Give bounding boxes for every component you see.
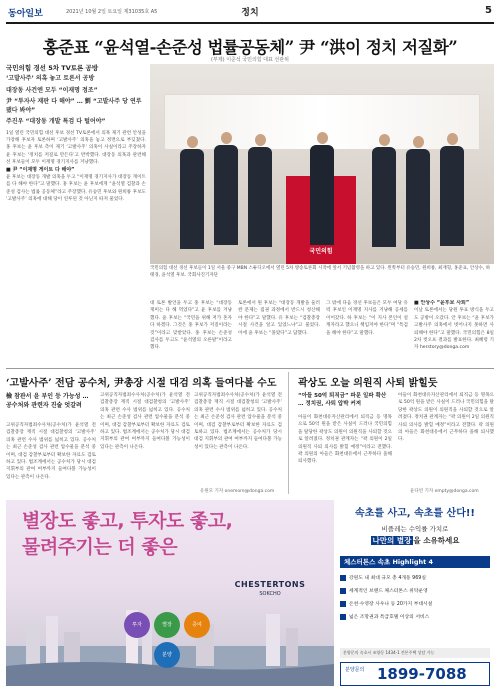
list-item-text: 온천·수영장 사우나 등 20가지 부대시설 <box>349 602 433 607</box>
podium-logo-text: 국민의힘 <box>309 248 333 255</box>
ad-highlight-list <box>340 572 490 624</box>
person-figure <box>248 134 272 264</box>
story3-col1 <box>298 414 392 494</box>
ad-brand-sub: SOKCHO <box>259 591 281 597</box>
ad-highlight-bar: 체스터톤스 속초 Highlight 4 <box>340 556 490 568</box>
list-item <box>340 572 490 585</box>
column-text: 토론에서 원 후보는 “대장동 개발을 둘러싼 문제는 집권 과정에서 반드시 청산해야 한다”고 말했다. 유 후보는 “검찰총장 시절 사건을 알고 있었느냐”고 물었다. 이에 윤 후보는 “몰랐다”고 답했다. <box>238 301 320 336</box>
lead-column-4 <box>326 300 408 364</box>
column-subhead: ■ 안상수 “윤후보 사퇴” <box>414 300 470 306</box>
bullet-icon <box>340 614 346 620</box>
lead-deck-2: ‘고발사주’ 의혹 놓고 토론서 공방 <box>6 75 95 82</box>
list-item-text: 세계적인 브랜드 체스터톤스 위탁운영 <box>349 589 428 594</box>
bullet-icon <box>340 575 346 581</box>
list-item <box>340 611 490 624</box>
ad-phone-label: 분양문의 <box>345 667 365 673</box>
lead-deck-4: 尹 “투자사 재판 다 해야” … 劉 “고발사주 당 연루됐다 봐야” <box>6 98 142 114</box>
lead-column-3 <box>238 300 320 364</box>
ad-brand <box>222 580 318 597</box>
page-number: 5 <box>485 5 492 16</box>
ad-badge: 증여 <box>184 612 210 638</box>
list-item-text: 강원도 내 최대 규모 총 4개동 969실 <box>349 576 426 581</box>
story2-text: 고위공직자범죄수사처(공수처)가 윤석열 전 검찰총장 재직 시절 대검찰청의 ‘고발사주’ 의혹 관련 수사 범위를 넓히고 있다. 공수처는 최근 손준성 검사 관련 압수물을 분석 중이며, 대검 감찰부로부터 확보한 자료도 검토하고 있다. 법조계에서는 공수처가 당시 대검 지휘부의 관여 여부까지 들여다볼 가능성이 있다는 관측이 나온다. <box>100 393 190 450</box>
ad-badge: 분양 <box>154 642 180 668</box>
person-figure <box>406 136 430 264</box>
story2-text: 고위공직자범죄수사처(공수처)가 윤석열 전 검찰총장 재직 시절 대검찰청의 ‘고발사주’ 의혹 관련 수사 범위를 넓히고 있다. 공수처는 최근 손준성 검사 관련 압수물을 분석 중이며, 대검 감찰부로부터 확보한 자료도 검토하고 있다. 법조계에서는 공수처가 당시 대검 지휘부의 관여 여부까지 들여다볼 가능성이 있다는 관측이 나온다. <box>194 393 282 450</box>
story2-col2 <box>100 392 190 494</box>
story3-byline: 윤다빈 기자 empty@donga.com <box>410 489 479 494</box>
issue-date: 2021년 10월 2일 토요일 제31035호 A5 <box>66 9 158 15</box>
ad-callout-text: 을 소유하세요 <box>413 536 460 545</box>
person-figure <box>214 132 238 264</box>
bullet-icon <box>340 588 346 594</box>
ad-headline-1: 별장도 좋고, 투자도 좋고, <box>22 510 233 532</box>
list-item <box>340 585 490 598</box>
ad-left-panel <box>6 500 334 686</box>
lead-deck-3: 대장동 사건엔 모두 “이재명 정조” <box>6 86 98 94</box>
lead-deck-1: 국민의힘 경선 5차 TV토론 공방 <box>6 64 99 72</box>
story2-col1 <box>6 422 96 494</box>
headline-credit: (부제) 이준석 국민의힘 대표 선관위 <box>211 57 289 63</box>
ad-tagline: 비플레는 수익률 가치로 <box>381 525 449 533</box>
story3-headline: 곽상도 오늘 의원직 사퇴 밝힐듯 <box>298 378 438 389</box>
list-item <box>340 598 490 611</box>
ad-info-line: 분양문의 속초시 조양동 1434-1 견본주택 상담 가능 <box>340 648 490 658</box>
story3-col2 <box>398 392 494 488</box>
section-divider <box>6 368 494 369</box>
column-rule <box>288 372 289 494</box>
story2-headline: ‘고발사주’ 전담 공수처, 尹총장 시절 대검 의혹 들여다볼 수도 <box>6 378 277 389</box>
ad-phone-box <box>340 662 490 686</box>
newspaper-logo: 동아일보 <box>8 9 43 19</box>
masthead <box>6 4 494 24</box>
lead-column-2 <box>150 300 232 364</box>
story2-text: 고위공직자범죄수사처(공수처)가 윤석열 전 검찰총장 재직 시절 대검찰청의 ‘고발사주’ 의혹 관련 수사 범위를 넓히고 있다. 공수처는 최근 손준성 검사 관련 압수물을 분석 중이며, 대검 감찰부로부터 확보한 자료도 검토하고 있다. 법조계에서는 공수처가 당시 대검 지휘부의 관여 여부까지 들여다볼 가능성이 있다는 관측이 나온다. <box>6 423 96 480</box>
ad-brand-name: CHESTERTONS <box>234 580 306 589</box>
story2-col3 <box>194 392 282 488</box>
story2-deck: 檢 참관서 윤 부인 등 가능성 … 공수처와 관련자 진술 엇갈려 <box>6 393 89 409</box>
lead-body-2: 윤 후보는 대장동 개발 의혹을 두고 “이재명 경기지사가 대장동 게이트를 다 해야 한다”고 말했다. 홍 후보는 윤 후보에게 “윤석열 검찰과 손준성 검사는 법률 공동체”라고 주장했다. 유승민 후보와 원희룡 후보도 ‘고발사주’ 의혹에 대해 당이 연루된 것 아닌지 따져 물었다. <box>6 174 146 203</box>
story3-text: 아들이 화천대유자산관리에서 퇴직금 등 명목으로 50억 원을 받은 사실이 드러나 국민의힘을 탈당한 곽상도 의원이 의원직을 사퇴할 것으로 알려졌다. 정치권 관계자는 “곽 의원이 2일 의원직 사퇴 의사를 밝힐 예정”이라고 전했다. 곽 의원의 아들은 화천대유에서 근무하다 올해 퇴사했다. <box>298 415 392 465</box>
person-figure <box>440 133 464 264</box>
ad-slogan: 속초를 사고, 속초를 산다!! <box>355 508 475 519</box>
column-text: 이날 토론에서는 당원 투표 방식을 두고도 공방이 오갔다. 안 후보는 “윤 후보가 고발사주 의혹에서 벗어나지 못하면 사퇴해야 한다”고 말했다. 국민의힘은 8일 2차 컷오프 결과를 발표한다. 최혜령 기자 herstory@donga.com <box>414 308 494 351</box>
lead-column-5 <box>414 300 494 364</box>
main-headline: 홍준표 “윤석열-손준성 법률공동체” 尹 “洪이 정치 저질화” <box>42 38 458 57</box>
advertisement <box>6 500 494 686</box>
column-text: 그 밖에 다음 경선 후보들은 모두 여당 유력 후보인 이재명 지사를 겨냥해 공세를 이어갔다. 하 후보는 “이 지사 본인이 설계자라고 했으니 책임져야 한다”며 “특검을 해야 한다”고 말했다. <box>326 301 408 336</box>
person-figure <box>180 136 204 264</box>
ad-headline-2: 물려주기는 더 좋은 <box>22 536 178 558</box>
story3-deck: “아들 50억 퇴직금” 파문 일파 확산 … 정치권, 사퇴 압박 커져 <box>298 393 387 407</box>
ad-phone-number: 1899-7088 <box>377 665 467 683</box>
story3-text: 아들이 화천대유자산관리에서 퇴직금 등 명목으로 50억 원을 받은 사실이 드러나 국민의힘을 탈당한 곽상도 의원이 의원직을 사퇴할 것으로 알려졌다. 정치권 관계자는 “곽 의원이 2일 의원직 사퇴 의사를 밝힐 예정”이라고 전했다. 곽 의원의 아들은 화천대유에서 근무하다 올해 퇴사했다. <box>398 393 494 443</box>
section-title: 정치 <box>241 8 259 18</box>
column-text: 대 토론 발언을 두고 홍 후보는 “대장동 재미는 다 해 먹었다”고 윤 후보를 겨냥했다. 윤 후보는 “국민을 위해 저가 혼자 다 하겠다. 그것은 홍 후보가 저질이라는 것”이라고 맞받았다. 홍 후보는 손준성 검사를 두고도 “윤석열의 오른팔”이라고 했다. <box>150 301 232 351</box>
ad-badge: 별장 <box>154 612 180 638</box>
candidates-photo <box>150 64 494 264</box>
lead-body-subhead: ■ 尹 “이재명 게이트 다 해야” <box>6 166 75 173</box>
photo-caption: 국민의힘 대선 경선 후보들이 1일 서울 중구 MBN 스튜디오에서 열린 5차 방송토론회 시작에 앞서 기념촬영을 하고 있다. 왼쪽부터 유승민, 원희룡, 최재형, 홍준표, 안상수, 하태경, 윤석열 후보. 국회사진기자단 <box>150 266 491 278</box>
lead-story-left-column <box>6 64 146 312</box>
list-item-text: 넓은 조망권과 특급호텔 이상의 서비스 <box>349 615 430 620</box>
ad-right-panel <box>336 500 494 686</box>
person-figure <box>310 132 334 264</box>
story2-byline: 유원모 기자 onemore@donga.com <box>200 489 275 494</box>
ad-callout-highlight: 나만의 별장 <box>372 536 412 545</box>
bullet-icon <box>340 601 346 607</box>
ad-callout <box>336 535 494 546</box>
person-figure <box>372 134 396 264</box>
lead-deck-5: 주진우 “대장동 개발 특검 다 털어야” <box>6 118 106 125</box>
lead-body-1: 1일 열린 국민의힘 대선 후보 경선 TV토론에서 의혹 제기 관련 안성을 가장해 후보자 토론하며 ‘고발사주’ 의혹을 놓고 정면으로 부딪쳤다. 홍 후보는 윤 후보 측이 제기 ‘고발사주’ 의혹이 사실이라고 주장하자 윤 후보는 ‘정치를 저질로 만든다’고 반박했다. 대장동 의혹과 관련해선 후보들이 모두 이재명 경기지사를 겨냥했다. <box>6 130 146 166</box>
ad-badge: 투자 <box>124 612 150 638</box>
